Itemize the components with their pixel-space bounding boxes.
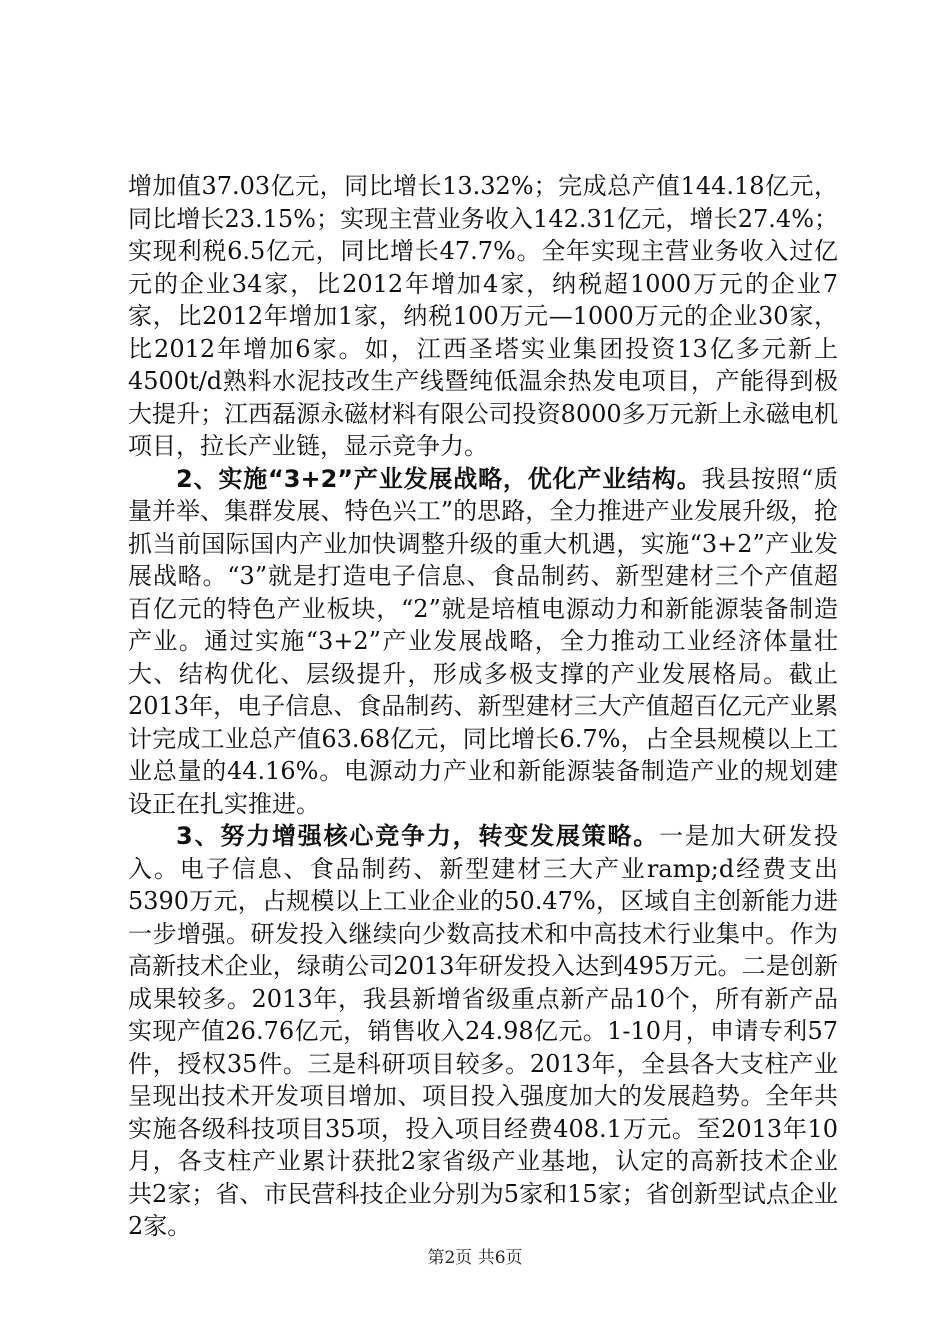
document-body xyxy=(128,170,838,1243)
paragraph-2-heading: 2、实施“3+2”产业发展战略，优化产业结构。 xyxy=(176,464,702,493)
paragraph-3-heading: 3、努力增强核心竞争力，转变发展策略。 xyxy=(176,822,660,850)
page-number-footer: 第2页 共6页 xyxy=(427,1248,523,1268)
paragraph-3 xyxy=(128,820,838,1243)
paragraph-2-text: 我县按照“质量并举、集群发展、特色兴工”的思路，全力推进产业发展升级，抢抓当前国际国内产业加快调整升级的重大机遇，实施“3+2”产业发展战略。“3”就是打造电子信息、食品制药、新型建材三个产值超百亿元的特色产业板块，“2”就是培植电源动力和新能源装备制造产业。通过实施“3+2”产业发展战略，全力推动工业经济体量壮大、结构优化、层级提升，形成多极支撑的产业发展格局。截止2013年，电子信息、食品制药、新型建材三大产值超百亿元产业累计完成工业总产值63.68亿元，同比增长6.7%，占全县规模以上工业总量的44.16%。电源动力产业和新能源装备制造产业的规划建设正在扎实推进。 xyxy=(128,464,838,818)
paragraph-1 xyxy=(128,170,838,463)
paragraph-1-text: 增加值37.03亿元，同比增长13.32%；完成总产值144.18亿元，同比增长23.15%；实现主营业务收入142.31亿元，增长27.4%；实现利税6.5亿元，同比增长47.7%。全年实现主营业务收入过亿元的企业34家，比2012年增加4家，纳税超1000万元的企业7家，比2012年增加1家，纳税100万元—1000万元的企业30家，比2012年增加6家。如，江西圣塔实业集团投资13亿多元新上4500t/d熟料水泥技改生产线暨纯低温余热发电项目，产能得到极大提升；江西磊源永磁材料有限公司投资8000多万元新上永磁电机项目，拉长产业链，显示竞争力。 xyxy=(128,172,838,460)
paragraph-3-text: 一是加大研发投入。电子信息、食品制药、新型建材三大产业ramp;d经费支出5390万元，占规模以上工业企业的50.47%，区域自主创新能力进一步增强。研发投入继续向少数高技术和中高技术行业集中。作为高新技术企业，绿萌公司2013年研发投入达到495万元。二是创新成果较多。2013年，我县新增省级重点新产品10个，所有新产品实现产值26.76亿元，销售收入24.98亿元。1-10月，申请专利57件，授权35件。三是科研项目较多。2013年，全县各大支柱产业呈现出技术开发项目增加、项目投入强度加大的发展趋势。全年共实施各级科技项目35项，投入项目经费408.1万元。至2013年10月，各支柱产业累计获批2家省级产业基地，认定的高新技术企业共2家；省、市民营科技企业分别为5家和15家；省创新型试点企业2家。 xyxy=(128,822,838,1240)
paragraph-2 xyxy=(128,463,838,821)
